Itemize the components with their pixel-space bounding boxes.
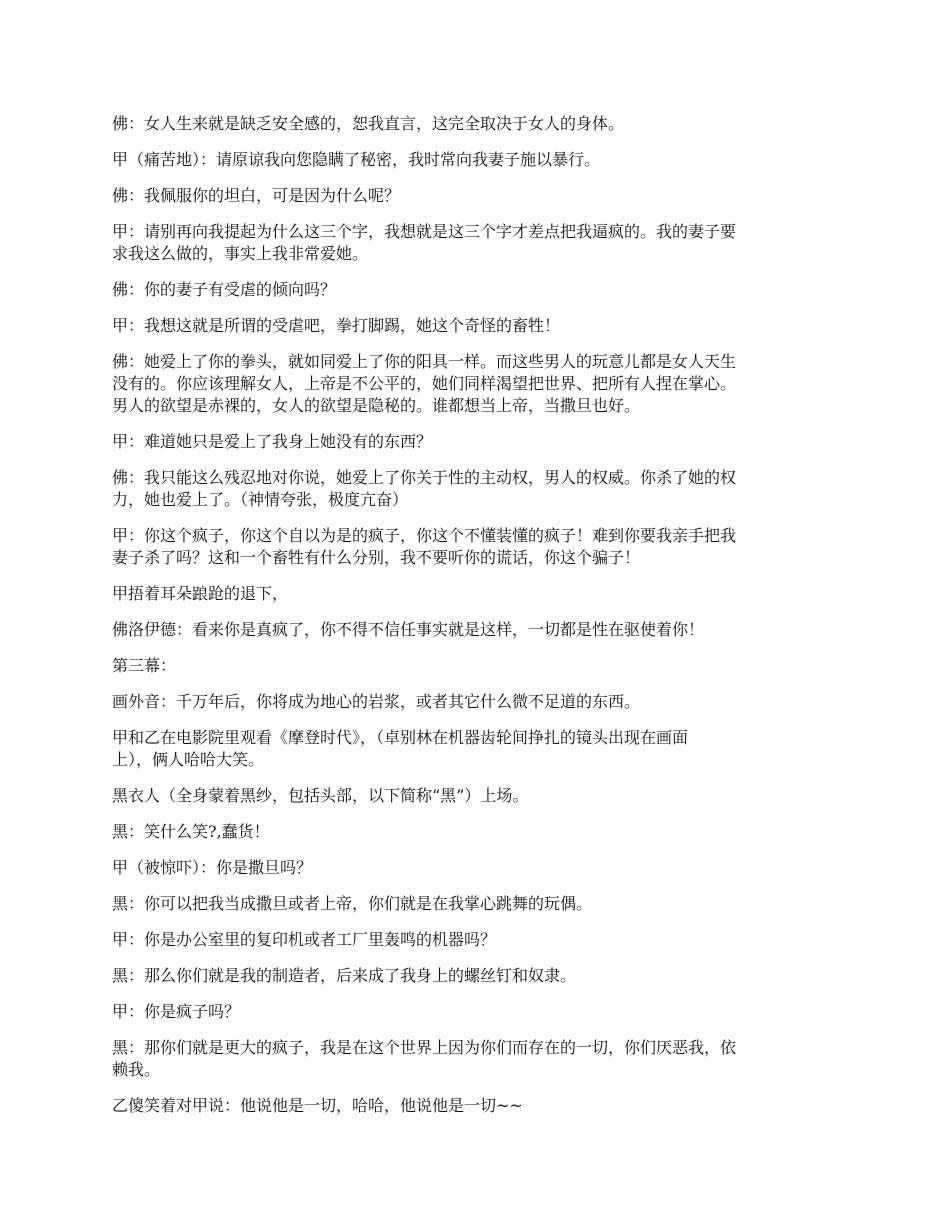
paragraph-line: 甲（痛苦地）：请原谅我向您隐瞒了秘密，我时常向我妻子施以暴行。 xyxy=(112,150,601,169)
paragraph-line: 佛：你的妻子有受虐的倾向吗？ xyxy=(112,280,337,299)
script-paragraph xyxy=(112,583,844,605)
paragraph-line: 妻子杀了吗？这和一个畜牲有什么分别，我不要听你的谎话，你这个骗子！ xyxy=(112,548,641,567)
script-paragraph xyxy=(112,929,844,951)
paragraph-line: 没有的。你应该理解女人，上帝是不公平的，她们同样渴望把世界、把所有人捏在掌心。 xyxy=(112,374,737,393)
paragraph-line: 求我这么做的，事实上我非常爱她。 xyxy=(112,244,369,263)
script-paragraph xyxy=(112,149,844,171)
paragraph-line: 甲：你是疯子吗？ xyxy=(112,1002,241,1021)
script-paragraph xyxy=(112,279,844,301)
script-paragraph xyxy=(112,655,844,677)
script-paragraph xyxy=(112,857,844,879)
paragraph-line: 甲：请别再向我提起为什么这三个字，我想就是这三个字才差点把我逼疯的。我的妻子要 xyxy=(112,222,737,241)
paragraph-line: 甲捂着耳朵踉跄的退下， xyxy=(112,584,289,603)
paragraph-line: 黑：你可以把我当成撒旦或者上帝，你们就是在我掌心跳舞的玩偶。 xyxy=(112,894,593,913)
script-paragraph xyxy=(112,113,844,135)
paragraph-line: 甲：你这个疯子，你这个自以为是的疯子，你这个不懂装懂的疯子！难到你要我亲手把我 xyxy=(112,526,737,545)
paragraph-line: 黑衣人（全身蒙着黑纱，包括头部，以下简称“黑”）上场。 xyxy=(112,786,529,805)
paragraph-line: 佛：她爱上了你的拳头，就如同爱上了你的阳具一样。而这些男人的玩意儿都是女人天生 xyxy=(112,352,737,371)
script-paragraph xyxy=(112,221,844,265)
paragraph-line: 甲：难道她只是爱上了我身上她没有的东西？ xyxy=(112,432,433,451)
document-page xyxy=(112,113,844,1131)
paragraph-line: 佛：我只能这么残忍地对你说，她爱上了你关于性的主动权，男人的权威。你杀了她的权 xyxy=(112,468,737,487)
script-paragraph xyxy=(112,1095,844,1117)
paragraph-line: 上），俩人哈哈大笑。 xyxy=(112,750,265,769)
script-paragraph xyxy=(112,1001,844,1023)
paragraph-line: 黑：那你们就是更大的疯子，我是在这个世界上因为你们而存在的一切，你们厌恶我，依 xyxy=(112,1038,737,1057)
paragraph-line: 力，她也爱上了。（神情夸张，极度亢奋） xyxy=(112,490,409,509)
script-paragraph xyxy=(112,351,844,417)
paragraph-line: 男人的欲望是赤裸的，女人的欲望是隐秘的。谁都想当上帝，当撒旦也好。 xyxy=(112,396,641,415)
paragraph-line: 黑：笑什么笑?,蠢货！ xyxy=(112,822,270,841)
script-paragraph xyxy=(112,315,844,337)
script-paragraph xyxy=(112,467,844,511)
script-paragraph xyxy=(112,727,844,771)
script-paragraph xyxy=(112,1037,844,1081)
paragraph-line: 佛：女人生来就是缺乏安全感的，恕我直言，这完全取决于女人的身体。 xyxy=(112,114,625,133)
script-paragraph xyxy=(112,431,844,453)
paragraph-line: 乙傻笑着对甲说：他说他是一切，哈哈，他说他是一切~~ xyxy=(112,1096,523,1115)
paragraph-line: 赖我。 xyxy=(112,1060,161,1079)
script-paragraph xyxy=(112,821,844,843)
script-paragraph xyxy=(112,525,844,569)
paragraph-line: 第三幕： xyxy=(112,656,177,675)
script-paragraph xyxy=(112,965,844,987)
script-paragraph xyxy=(112,893,844,915)
paragraph-line: 佛：我佩服你的坦白，可是因为什么呢？ xyxy=(112,186,401,205)
script-paragraph xyxy=(112,619,844,641)
paragraph-line: 甲：你是办公室里的复印机或者工厂里轰鸣的机器吗？ xyxy=(112,930,497,949)
paragraph-line: 甲（被惊吓）：你是撒旦吗？ xyxy=(112,858,313,877)
paragraph-line: 甲：我想这就是所谓的受虐吧，拳打脚踢，她这个奇怪的畜牲！ xyxy=(112,316,561,335)
paragraph-line: 画外音：千万年后，你将成为地心的岩浆，或者其它什么微不足道的东西。 xyxy=(112,692,641,711)
script-paragraph xyxy=(112,185,844,207)
paragraph-line: 佛洛伊德：看来你是真疯了，你不得不信任事实就是这样，一切都是性在驱使着你！ xyxy=(112,620,705,639)
paragraph-line: 黑：那么你们就是我的制造者，后来成了我身上的螺丝钉和奴隶。 xyxy=(112,966,577,985)
paragraph-line: 甲和乙在电影院里观看《摩登时代》，（卓别林在机器齿轮间挣扎的镜头出现在画面 xyxy=(112,728,689,747)
script-paragraph xyxy=(112,691,844,713)
script-paragraph xyxy=(112,785,844,807)
